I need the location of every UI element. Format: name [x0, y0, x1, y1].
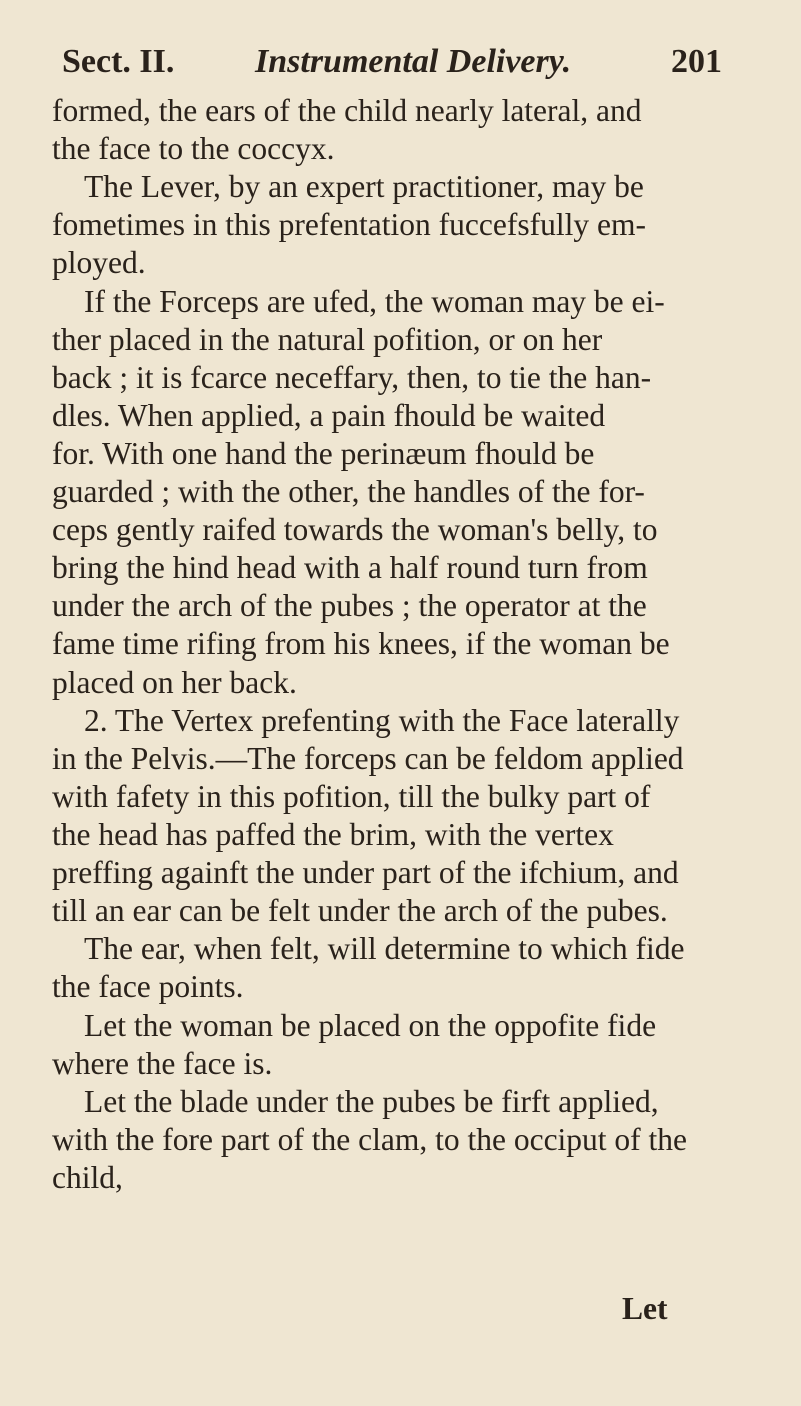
page-number: 201: [671, 43, 722, 80]
section-label: Sect. II.: [62, 43, 175, 80]
text-line: 2. The Vertex prefenting with the Face laterally: [84, 703, 680, 738]
running-header: [52, 40, 722, 84]
text-line: child,: [52, 1160, 123, 1195]
text-line: ther placed in the natural pofition, or on her: [52, 322, 603, 357]
text-line: If the Forceps are ufed, the woman may be ei-: [84, 284, 665, 319]
catchword: Let: [622, 1291, 668, 1326]
text-line: placed on her back.: [52, 665, 297, 700]
text-line: The Lever, by an expert practitioner, may be: [84, 169, 644, 204]
text-line: back ; it is fcarce neceffary, then, to tie the han-: [52, 360, 652, 395]
text-line: Let the woman be placed on the oppofite fide: [84, 1008, 657, 1043]
text-line: the face to the coccyx.: [52, 131, 335, 166]
text-line: with the fore part of the clam, to the occiput of the: [52, 1122, 688, 1157]
text-line: for. With one hand the perinæum fhould be: [52, 436, 595, 471]
running-title: Instrumental Delivery.: [255, 43, 572, 80]
text-line: with fafety in this pofition, till the bulky part of: [52, 779, 651, 814]
text-line: where the face is.: [52, 1046, 273, 1081]
text-line: ceps gently raifed towards the woman's belly, to: [52, 512, 658, 547]
text-line: the face points.: [52, 969, 244, 1004]
text-line: dles. When applied, a pain fhould be waited: [52, 398, 606, 433]
text-line: bring the hind head with a half round turn from: [52, 550, 648, 585]
text-line: fame time rifing from his knees, if the woman be: [52, 626, 670, 661]
text-line: fometimes in this prefentation fuccefsfully em-: [52, 207, 646, 242]
text-line: Let the blade under the pubes be firft applied,: [84, 1084, 659, 1119]
text-line: the head has paffed the brim, with the vertex: [52, 817, 614, 852]
text-line: till an ear can be felt under the arch of the pubes.: [52, 893, 668, 928]
text-line: The ear, when felt, will determine to which fide: [84, 931, 685, 966]
text-line: in the Pelvis.—The forceps can be feldom applied: [52, 741, 684, 776]
text-line: formed, the ears of the child nearly lateral, and: [52, 93, 642, 128]
text-line: under the arch of the pubes ; the operator at the: [52, 588, 647, 623]
text-line: preffing againft the under part of the ifchium, and: [52, 855, 679, 890]
text-line: ployed.: [52, 245, 146, 280]
text-line: guarded ; with the other, the handles of the for-: [52, 474, 645, 509]
